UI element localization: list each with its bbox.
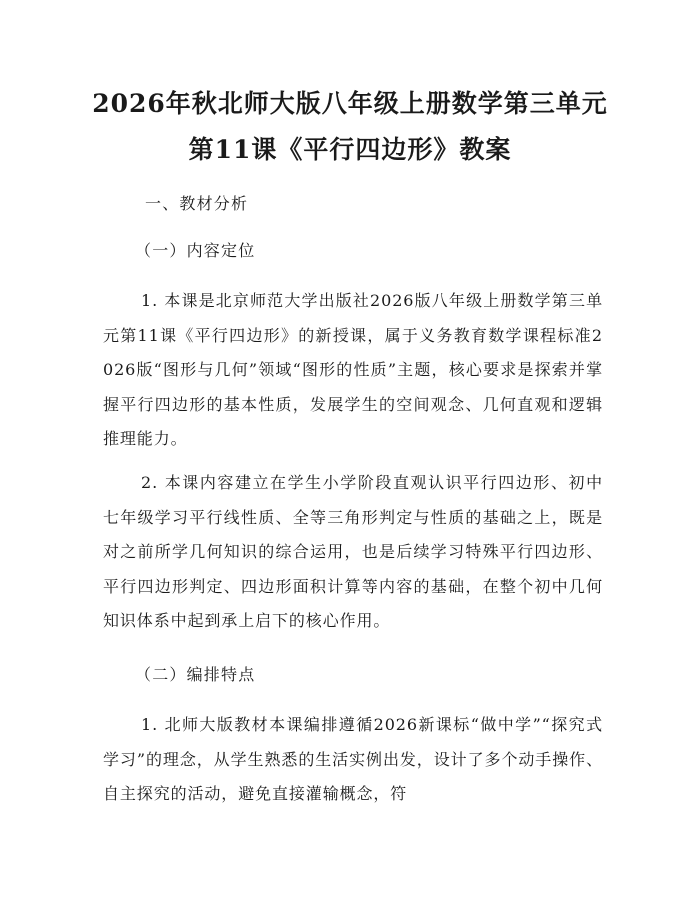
section-heading: 一、教材分析 [145,194,249,213]
subsection-heading: （一）内容定位 [135,241,256,260]
subsection-heading: （二）编排特点 [135,665,256,684]
paragraph: 1. 北师大版教材本课编排遵循2026新课标“做中学”“探究式学习”的理念，从学生熟悉的生活实例出发，设计了多个动手操作、自主探究的活动，避免直接灌输概念，符 [103,715,603,803]
paragraph: 1. 本课是北京师范大学出版社2026版八年级上册数学第三单元第11课《平行四边形》的新授课，属于义务教育数学课程标准2026版“图形与几何”领域“图形的性质”主题，核心要求是探索并掌握平行四边形的基本性质，发展学生的空间观念、几何直观和逻辑推理能力。 [103,291,603,448]
document-title-line1: 2026年秋北师大版八年级上册数学第三单元 [92,89,608,118]
document-title-line2: 第11课《平行四边形》教案 [188,135,512,164]
paragraph: 2. 本课内容建立在学生小学阶段直观认识平行四边形、初中七年级学习平行线性质、全等三角形判定与性质的基础之上，既是对之前所学几何知识的综合运用，也是后续学习特殊平行四边形、平行四边形判定、四边形面积计算等内容的基础，在整个初中几何知识体系中起到承上启下的核心作用。 [103,473,603,630]
